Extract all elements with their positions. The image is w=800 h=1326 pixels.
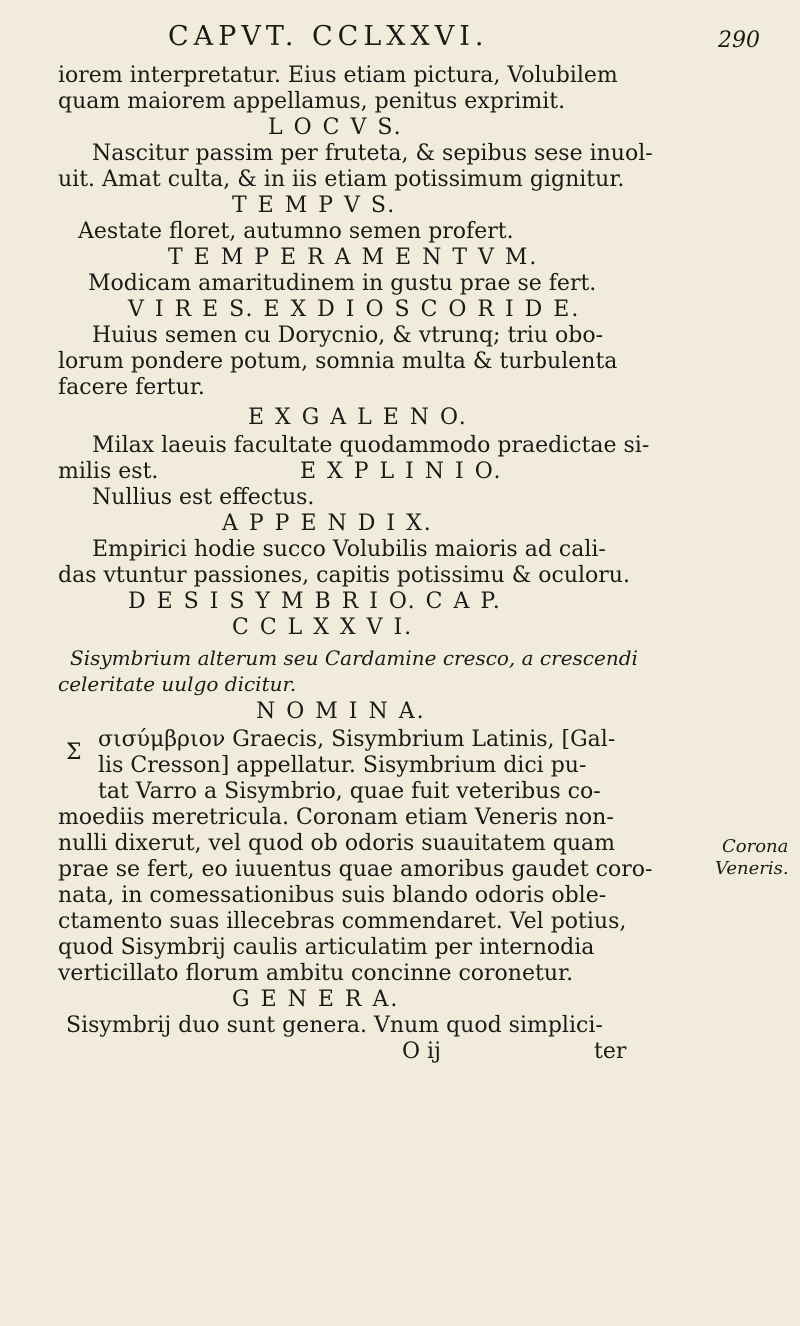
section-heading-plinio: E X P L I N I O. (300, 459, 503, 484)
italic-text-line: celeritate uulgo dicitur. (58, 672, 297, 696)
section-heading-temperamentum: T E M P E R A M E N T V M. (168, 245, 539, 270)
section-heading-appendix: A P P E N D I X. (222, 511, 433, 536)
signature-mark: O ij (402, 1039, 441, 1064)
text-line: Nascitur passim per fruteta, & sepibus sese inuol- (92, 141, 653, 166)
margin-letter: Σ (66, 740, 82, 765)
text-line: lis Cresson] appellatur. Sisymbrium dici pu- (98, 753, 587, 778)
text-line: quod Sisymbrij caulis articulatim per internodia (58, 935, 595, 960)
text-line: Aestate floret, autumno semen profert. (78, 219, 514, 244)
text-line: iorem interpretatur. Eius etiam pictura, Volubilem (58, 63, 618, 88)
section-heading-galeno: E X G A L E N O. (248, 405, 468, 430)
margin-note-line: Corona (722, 836, 789, 857)
text-line: Empirici hodie succo Volubilis maioris ad cali- (92, 537, 606, 562)
text-line: tat Varro a Sisymbrio, quae fuit veteribus co- (98, 779, 601, 804)
chapter-number: C C L X X V I. (232, 615, 414, 640)
italic-text-line: Sisymbrium alterum seu Cardamine cresco, a crescendi (70, 646, 638, 670)
text-line: uit. Amat culta, & in iis etiam potissimum gignitur. (58, 167, 625, 192)
text-line: quam maiorem appellamus, penitus exprimit. (58, 89, 566, 114)
section-heading-nomina: N O M I N A. (256, 699, 426, 724)
text-line: das vtuntur passiones, capitis potissimu & oculoru. (58, 563, 630, 588)
text-line: Modicam amaritudinem in gustu prae se fert. (88, 271, 597, 296)
running-head: CAPVT. CCLXXVI. (168, 21, 489, 52)
text-line: milis est. (58, 459, 159, 484)
text-line: prae se fert, eo iuuentus quae amoribus gaudet coro- (58, 857, 653, 882)
folio-number: 290 (718, 28, 760, 53)
catchword: ter (594, 1039, 627, 1064)
text-line: nulli dixerut, vel quod ob odoris suauitatem quam (58, 831, 615, 856)
text-line: Sisymbrij duo sunt genera. Vnum quod simplici- (66, 1013, 603, 1038)
margin-note-line: Veneris. (715, 858, 789, 879)
text-line: Nullius est effectus. (92, 485, 315, 510)
chapter-heading: D E S I S Y M B R I O. C A P. (128, 589, 502, 614)
text-line: nata, in comessationibus suis blando odoris oble- (58, 883, 607, 908)
text-line: ctamento suas illecebras commendaret. Vel potius, (58, 909, 627, 934)
text-line: σισύμβριον Graecis, Sisymbrium Latinis, [Gal- (98, 727, 616, 752)
section-heading-vires: V I R E S. E X D I O S C O R I D E. (128, 297, 581, 322)
text-line: Milax laeuis facultate quodammodo praedictae si- (92, 433, 650, 458)
text-line: lorum pondere potum, somnia multa & turbulenta (58, 349, 618, 374)
text-line: facere fertur. (58, 375, 205, 400)
section-heading-locus: L O C V S. (268, 115, 403, 140)
section-heading-tempus: T E M P V S. (232, 193, 397, 218)
section-heading-genera: G E N E R A. (232, 987, 400, 1012)
text-line: moediis meretricula. Coronam etiam Veneris non- (58, 805, 614, 830)
text-line: Huius semen cu Dorycnio, & vtrunq; triu obo- (92, 323, 604, 348)
text-line: verticillato florum ambitu concinne coronetur. (58, 961, 574, 986)
